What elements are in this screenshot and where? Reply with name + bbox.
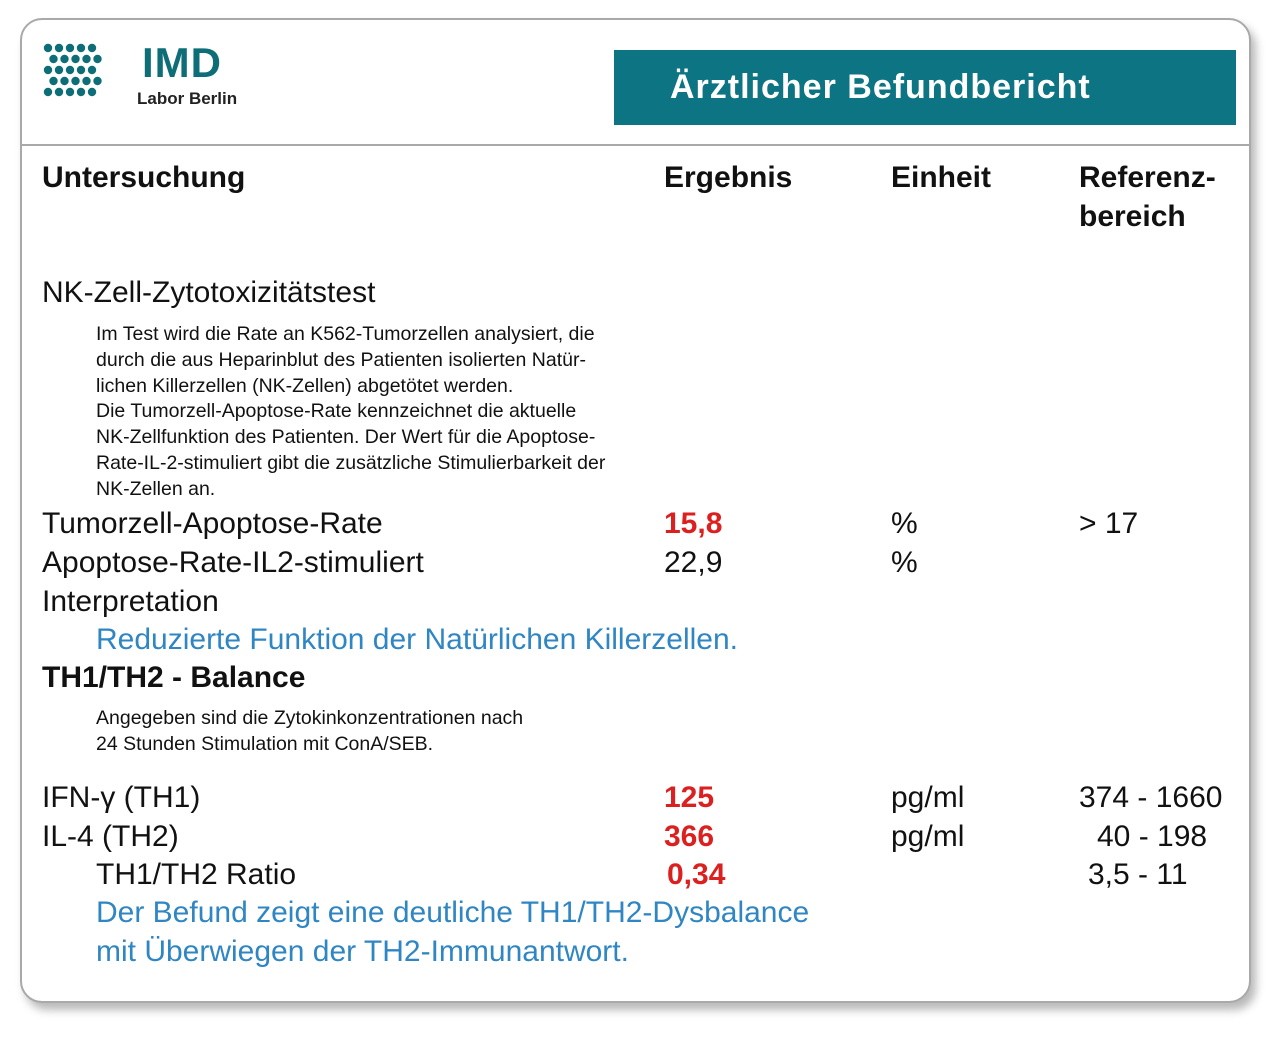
description-line: NK-Zellen an. bbox=[96, 477, 216, 500]
th-description bbox=[96, 706, 523, 758]
logo-dot bbox=[49, 77, 57, 85]
description-line: Rate-IL-2-stimuliert gibt die zusätzliche Stimulierbarkeit der bbox=[96, 451, 606, 474]
row-name-apoptose-il2: Apoptose-Rate-IL2-stimuliert bbox=[42, 546, 424, 579]
description-line: lichen Killerzellen (NK-Zellen) abgetötet werden. bbox=[96, 374, 514, 397]
logo-dot bbox=[93, 55, 101, 63]
logo-dot bbox=[55, 66, 63, 74]
description-line: Angegeben sind die Zytokinkonzentrationen nach bbox=[96, 707, 524, 729]
logo-dot bbox=[82, 55, 90, 63]
row-result-ratio: 0,34 bbox=[667, 858, 726, 891]
header-divider bbox=[20, 144, 1251, 146]
row-reference-ifn-gamma: 374 - 1660 bbox=[1079, 781, 1223, 814]
imd-logo bbox=[42, 39, 262, 112]
logo-dot bbox=[66, 66, 74, 74]
interpretation-text: Reduzierte Funktion der Natürlichen Killerzellen. bbox=[96, 623, 738, 656]
logo-dot bbox=[77, 88, 85, 96]
description-line: 24 Stunden Stimulation mit ConA/SEB. bbox=[96, 732, 434, 755]
column-header-untersuchung: Untersuchung bbox=[42, 161, 246, 194]
row-name-tumorzell: Tumorzell-Apoptose-Rate bbox=[42, 507, 383, 540]
logo-dot bbox=[66, 88, 74, 96]
logo-name: IMD bbox=[142, 39, 222, 86]
report-title-banner: Ärztlicher Befundbericht bbox=[614, 50, 1236, 125]
logo-dot bbox=[44, 44, 52, 52]
logo-subtitle: Labor Berlin bbox=[137, 89, 238, 108]
logo-dot bbox=[88, 88, 96, 96]
nk-section-title: NK-Zell-Zytotoxizitätstest bbox=[42, 276, 376, 309]
row-unit-apoptose-il2: % bbox=[891, 546, 918, 579]
conclusion-line-2: mit Überwiegen der TH2-Immunantwort. bbox=[96, 935, 629, 968]
logo-dot bbox=[93, 77, 101, 85]
row-name-ifn-gamma: IFN-γ (TH1) bbox=[42, 781, 201, 814]
column-header-referenz-1: Referenz- bbox=[1079, 161, 1216, 194]
row-name-ratio: TH1/TH2 Ratio bbox=[96, 858, 297, 891]
row-name-il4: IL-4 (TH2) bbox=[42, 820, 179, 853]
logo-dot bbox=[55, 88, 63, 96]
row-unit-tumorzell: % bbox=[891, 507, 918, 540]
logo-dot bbox=[82, 77, 90, 85]
row-unit-il4: pg/ml bbox=[891, 820, 965, 853]
logo-dot bbox=[77, 66, 85, 74]
logo-dot bbox=[71, 55, 79, 63]
row-result-il4: 366 bbox=[664, 820, 715, 853]
th-section-title: TH1/TH2 - Balance bbox=[42, 661, 306, 694]
description-line: Die Tumorzell-Apoptose-Rate kennzeichnet die aktuelle bbox=[96, 400, 577, 423]
conclusion-line-1: Der Befund zeigt eine deutliche TH1/TH2-Dysbalance bbox=[96, 896, 810, 929]
logo-dot bbox=[88, 44, 96, 52]
logo-dot bbox=[55, 44, 63, 52]
description-line: Im Test wird die Rate an K562-Tumorzellen analysiert, die bbox=[96, 323, 595, 345]
nk-description bbox=[96, 322, 605, 503]
logo-dot bbox=[71, 77, 79, 85]
description-line: NK-Zellfunktion des Patienten. Der Wert für die Apoptose- bbox=[96, 426, 596, 449]
row-reference-ratio: 3,5 - 11 bbox=[1088, 858, 1188, 891]
logo-dot bbox=[49, 55, 57, 63]
row-result-ifn-gamma: 125 bbox=[664, 781, 715, 814]
column-header-einheit: Einheit bbox=[891, 161, 992, 194]
row-result-tumorzell: 15,8 bbox=[664, 507, 723, 540]
interpretation-label: Interpretation bbox=[42, 585, 219, 618]
column-header-referenz-2: bereich bbox=[1079, 200, 1186, 233]
row-result-apoptose-il2: 22,9 bbox=[664, 546, 723, 579]
column-header-ergebnis: Ergebnis bbox=[664, 161, 793, 194]
logo-dot bbox=[88, 66, 96, 74]
logo-dot bbox=[44, 66, 52, 74]
row-reference-il4: 40 - 198 bbox=[1097, 820, 1208, 853]
description-line: durch die aus Heparinblut des Patienten isolierten Natür- bbox=[96, 348, 586, 371]
logo-dot bbox=[44, 88, 52, 96]
dot-grid-icon bbox=[42, 42, 104, 98]
logo-dot bbox=[60, 55, 68, 63]
row-reference-tumorzell: > 17 bbox=[1079, 507, 1139, 540]
logo-dot bbox=[77, 44, 85, 52]
row-unit-ifn-gamma: pg/ml bbox=[891, 781, 965, 814]
logo-dot bbox=[60, 77, 68, 85]
logo-dot bbox=[66, 44, 74, 52]
